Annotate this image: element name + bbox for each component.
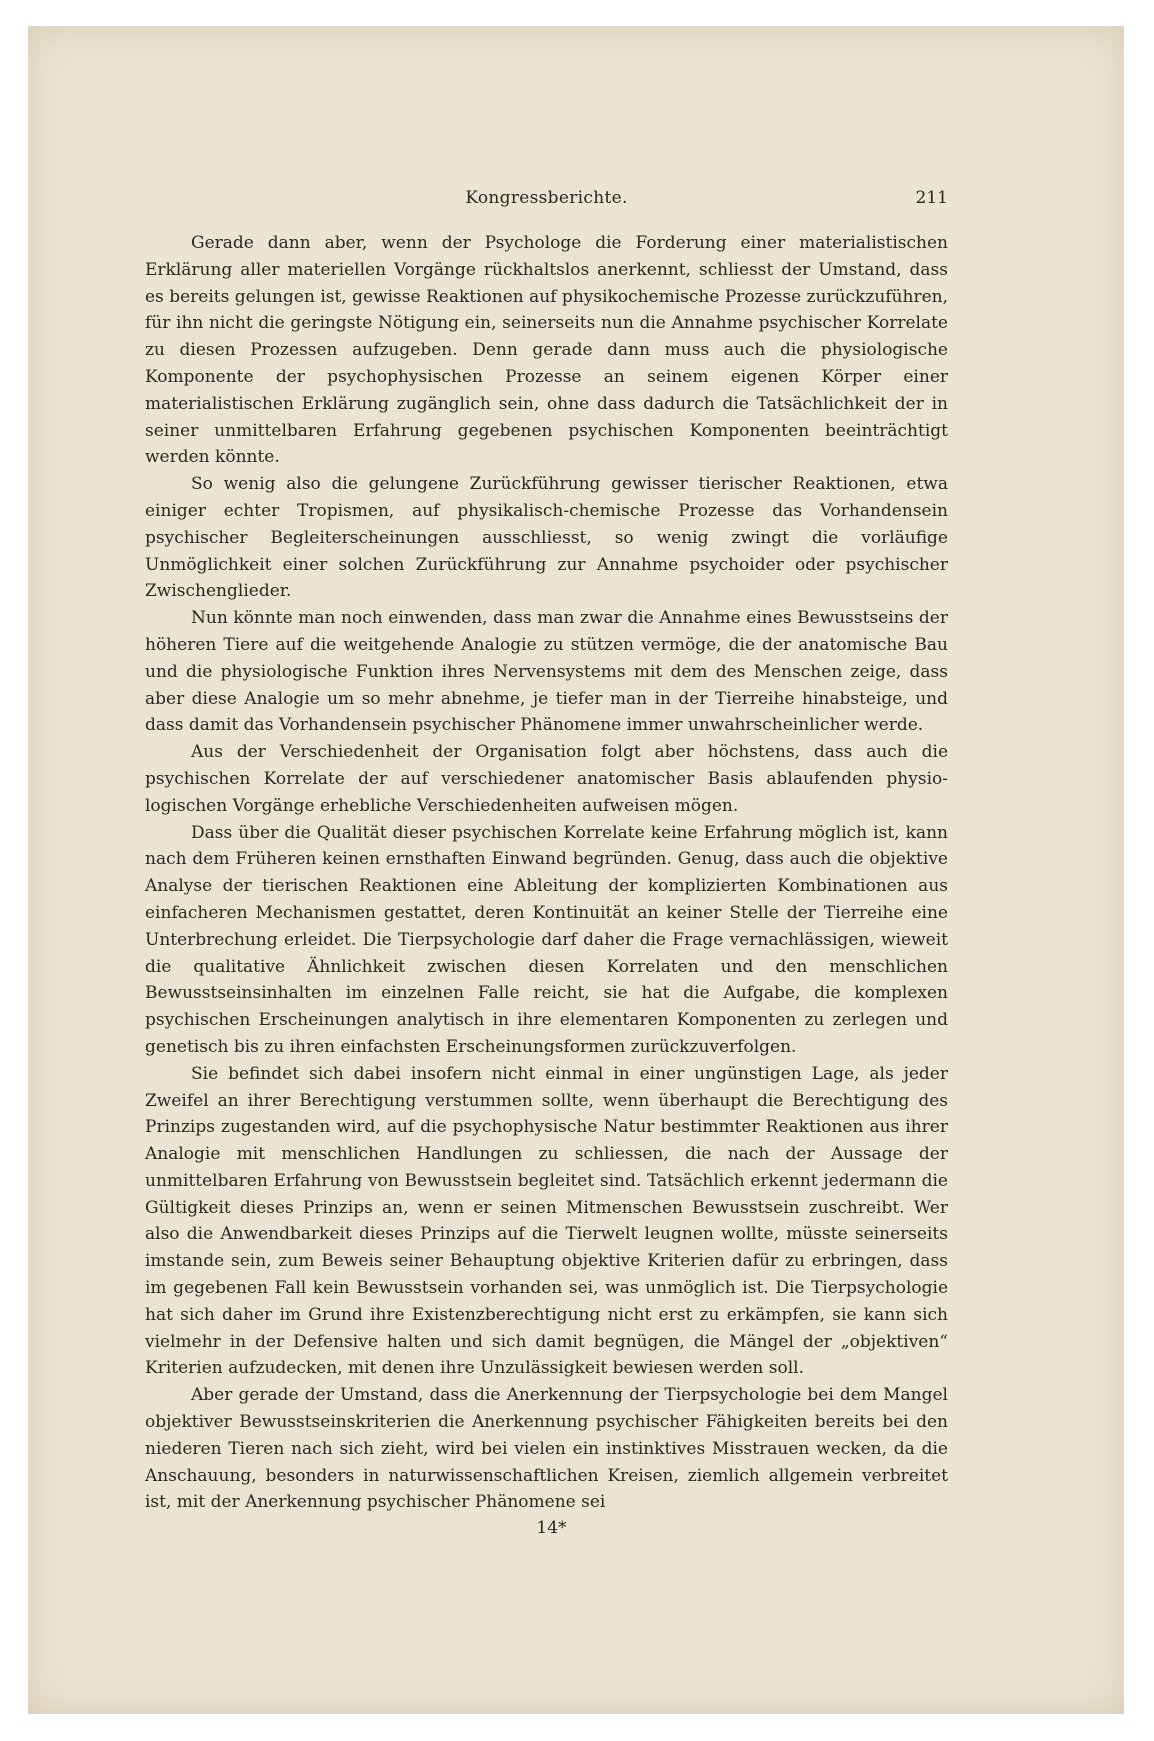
running-title: Kongressberichte. — [465, 188, 628, 208]
paragraph-4: Aus der Verschiedenheit der Organisation folgt aber höchstens, dass auch die psychischen Korrelate der auf verschiedener anatomischer Basis ablaufenden physiologischen Vorgänge erhebliche Verschiedenheiten aufweisen mögen. — [145, 742, 948, 816]
paragraph-3: Nun könnte man noch einwenden, dass man zwar die Annahme eines Bewusstseins der höheren Tiere auf die weitgehende Analogie zu stützen vermöge, die der anatomische Bau und die physiologische Funktion ihres Nervensystems mit dem des Menschen zeige, dass aber diese Analogie um so mehr abnehme, je tiefer man in der Tierreihe hinabsteige, und dass damit das Vorhandensein psychischer Phänomene immer unwahrscheinlicher werde. — [145, 608, 948, 736]
page-number: 211 — [915, 188, 948, 208]
paragraph-7: Aber gerade der Umstand, dass die Anerkennung der Tierpsychologie bei dem Mangel objektiver Bewusstseinskriterien die Anerkennung psychischer Fähigkeiten bereits bei den niederen Tieren nach sich zieht, wird bei vielen ein instinktives Misstrauen wecken, da die Anschauung, besonders in naturwissenschaftlichen Kreisen, ziemlich allgemein verbreitet ist, mit der Anerkennung psychischer Phänomene sei — [145, 1385, 948, 1513]
text-block — [145, 188, 948, 1538]
paragraph-6: Sie befindet sich dabei insofern nicht einmal in einer ungünstigen Lage, als jeder Zweifel an ihrer Berechtigung verstummen sollte, wenn überhaupt die Berechtigung des Prinzips zugestanden wird, auf die psychophysische Natur bestimmter Reaktionen aus ihrer Analogie mit menschlichen Handlungen zu schliessen, die nach der Aussage der unmittelbaren Erfahrung von Bewusstsein begleitet sind. Tatsächlich erkennt jedermann die Gültigkeit dieses Prinzips an, wenn er seinen Mitmenschen Bewusstsein zuschreibt. Wer also die Anwendbarkeit dieses Prinzips auf die Tierwelt leugnen wollte, müsste seinerseits imstande sein, zum Beweis seiner Behauptung objektive Kriterien dafür zu erbringen, dass im gegebenen Fall kein Bewusstsein vorhanden sei, was unmöglich ist. Die Tierpsychologie hat sich daher im Grund ihre Existenzberechtigung nicht erst zu erkämpfen, sie kann sich vielmehr in der Defensive halten und sich damit begnügen, die Mängel der „objektiven“ Kriterien aufzudecken, mit denen ihre Unzulässigkeit bewiesen werden soll. — [145, 1063, 948, 1379]
paragraph-5: Dass über die Qualität dieser psychischen Korrelate keine Erfahrung möglich ist, kann nach dem Früheren keinen ernsthaften Einwand begründen. Genug, dass auch die objektive Analyse der tierischen Reaktionen eine Ableitung der komplizierten Kombinationen aus einfacheren Mechanismen gestattet, deren Kontinuität an keiner Stelle der Tierreihe eine Unterbrechung erleidet. Die Tierpsychologie darf daher die Frage vernachlässigen, wieweit die qualitative Ähnlichkeit zwischen diesen Korrelaten und den menschlichen Bewusstseinsinhalten im einzelnen Falle reicht, sie hat die Aufgabe, die komplexen psychischen Erscheinungen analytisch in ihre elementaren Komponenten zu zerlegen und genetisch bis zu ihren einfachsten Erscheinungsformen zurückzuverfolgen. — [145, 822, 948, 1057]
book-page — [28, 26, 1124, 1714]
paragraph-2: So wenig also die gelungene Zurückführung gewisser tierischer Reaktionen, etwa einiger echter Tropismen, auf physikalisch-chemische Prozesse das Vorhandensein psychischer Begleiterscheinungen ausschliesst, so wenig zwingt die vorläufige Unmöglichkeit einer solchen Zurückführung zur Annahme psychoider oder psychischer Zwischenglieder. — [145, 474, 948, 602]
signature-mark: 14* — [536, 1518, 567, 1539]
body-text — [145, 230, 948, 1516]
paragraph-1: Gerade dann aber, wenn der Psychologe die Forderung einer materialistischen Erklärung aller materiellen Vorgänge rückhaltslos anerkennt, schliesst der Umstand, dass es bereits gelungen ist, gewisse Reaktionen auf physikochemische Prozesse zurückzuführen, für ihn nicht die geringste Nötigung ein, seinerseits nun die Annahme psychischer Korrelate zu diesen Prozessen aufzugeben. Denn gerade dann muss auch die physiologische Komponente der psychophysischen Prozesse an seinem eigenen Körper einer materialistischen Erklärung zugänglich sein, ohne dass dadurch die Tatsächlichkeit der in seiner unmittelbaren Erfahrung gegebenen psychischen Komponenten beeinträchtigt werden könnte. — [145, 233, 948, 468]
running-head — [145, 188, 948, 218]
